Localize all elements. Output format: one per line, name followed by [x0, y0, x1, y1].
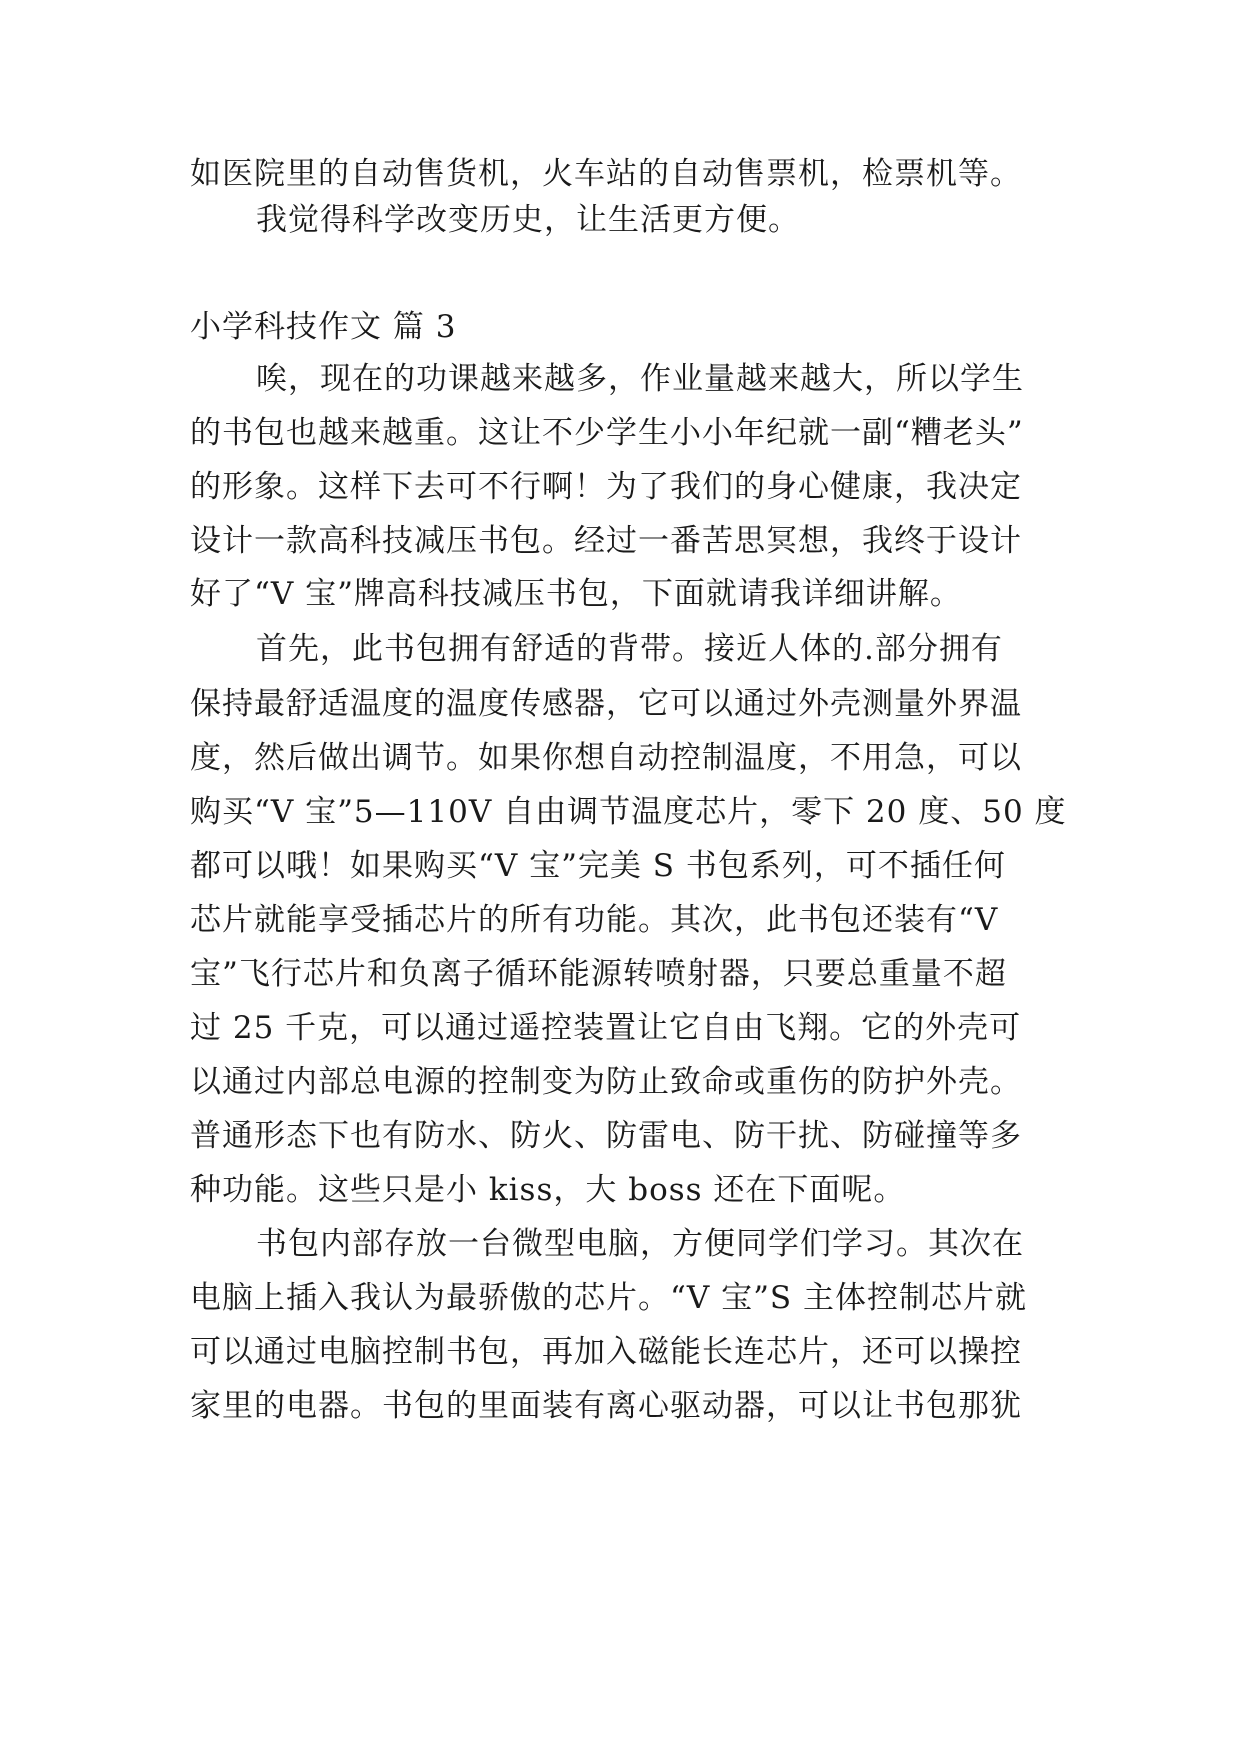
paragraph-line: 度，然后做出调节。如果你想自动控制温度，不用急，可以 — [190, 740, 1022, 776]
paragraph-line: 购买“V 宝”5—110V 自由调节温度芯片，零下 20 度、50 度 — [190, 794, 1067, 830]
paragraph-line: 好了“V 宝”牌高科技减压书包，下面就请我详细讲解。 — [190, 576, 962, 612]
paragraph-line: 宝”飞行芯片和负离子循环能源转喷射器，只要总重量不超 — [190, 956, 1007, 992]
paragraph-line: 普通形态下也有防水、防火、防雷电、防干扰、防碰撞等多 — [190, 1118, 1022, 1154]
paragraph-line: 家里的电器。书包的里面装有离心驱动器，可以让书包那犹 — [190, 1388, 1022, 1424]
paragraph-line: 可以通过电脑控制书包，再加入磁能长连芯片，还可以操控 — [190, 1334, 1022, 1370]
paragraph-line: 以通过内部总电源的控制变为防止致命或重伤的防护外壳。 — [190, 1064, 1022, 1100]
paragraph-line: 设计一款高科技减压书包。经过一番苦思冥想，我终于设计 — [190, 523, 1022, 559]
paragraph-line: 过 25 千克，可以通过遥控装置让它自由飞翔。它的外壳可 — [190, 1010, 1022, 1046]
paragraph-line: 的形象。这样下去可不行啊！为了我们的身心健康，我决定 — [190, 469, 1022, 505]
paragraph-line: 种功能。这些只是小 kiss，大 boss 还在下面呢。 — [190, 1172, 906, 1208]
paragraph-line: 我觉得科学改变历史，让生活更方便。 — [256, 202, 800, 238]
paragraph-line: 书包内部存放一台微型电脑，方便同学们学习。其次在 — [256, 1226, 1024, 1262]
paragraph-line: 如医院里的自动售货机，火车站的自动售票机，检票机等。 — [190, 156, 1022, 192]
paragraph-line: 首先，此书包拥有舒适的背带。接近人体的.部分拥有 — [256, 631, 1003, 667]
paragraph-line: 都可以哦！如果购买“V 宝”完美 S 书包系列，可不插任何 — [190, 848, 1006, 884]
section-title: 小学科技作文 篇 3 — [190, 309, 457, 345]
paragraph-line: 保持最舒适温度的温度传感器，它可以通过外壳测量外界温 — [190, 686, 1022, 722]
paragraph-line: 唉，现在的功课越来越多，作业量越来越大，所以学生 — [256, 361, 1024, 397]
paragraph-line: 电脑上插入我认为最骄傲的芯片。“V 宝”S 主体控制芯片就 — [190, 1280, 1028, 1316]
paragraph-line: 芯片就能享受插芯片的所有功能。其次，此书包还装有“V — [190, 902, 999, 938]
paragraph-line: 的书包也越来越重。这让不少学生小小年纪就一副“糟老头” — [190, 415, 1024, 451]
